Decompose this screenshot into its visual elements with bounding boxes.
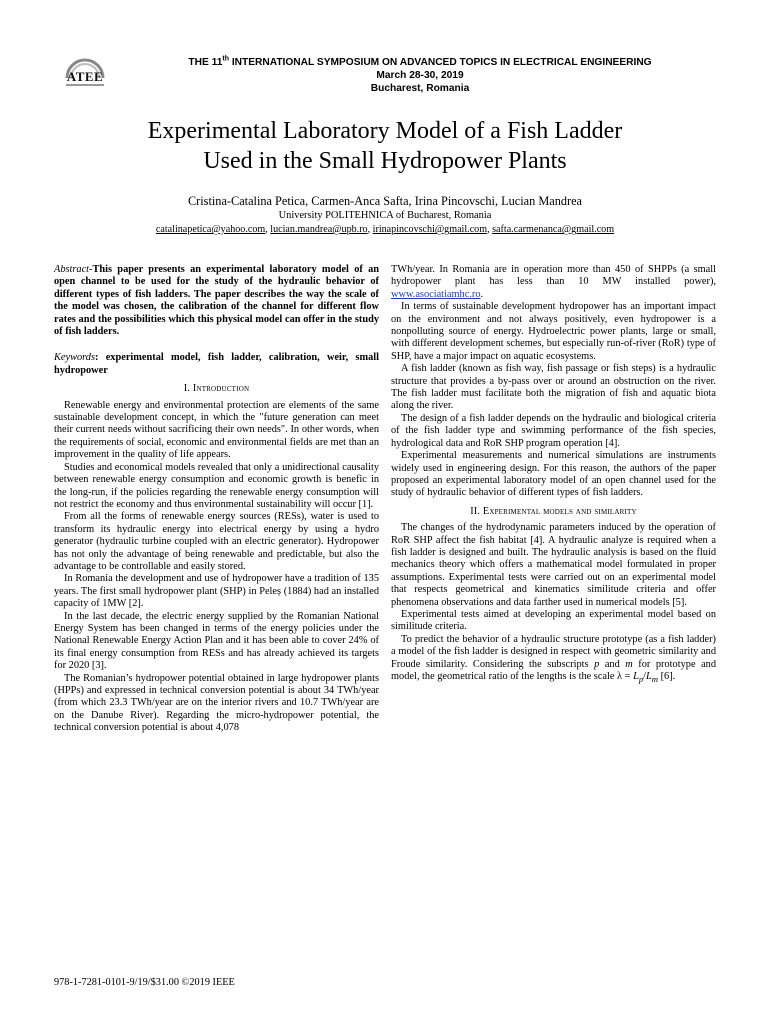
email-link[interactable]: catalinapetica@yahoo.com (155, 224, 266, 235)
email-link[interactable]: irinapincovschi@gmail.com (372, 224, 488, 235)
keywords: Keywords: experimental model, fish ladder, calibration, weir, small hydropower (54, 352, 379, 376)
paragraph: The Romanian’s hydropower potential obtained in large hydropower plants (HPPs) and expressed in technical conversion potential is about 34 TWh/year (from which 23.3 TWh/year are on the interior rivers and 10.7 TWh/year are on the Danube River). Regarding the micro-hydropower potential, the technical conversion potential is about 4,078 (54, 672, 379, 734)
section-heading-introduction: I. Introduction (183, 383, 250, 395)
conference-date: March 28-30, 2019 (376, 70, 464, 81)
paper-title: Experimental Laboratory Model of a Fish Ladder Used in the Small Hydropower Plants (147, 118, 623, 174)
authors: Cristina-Catalina Petica, Carmen-Anca Safta, Irina Pincovschi, Lucian Mandrea (187, 194, 583, 208)
paragraph: Renewable energy and environmental protection are elements of the same sustainable development concept, in which the "future generation can meet their current needs without sacrificing their own needs". In other words, when the requirements of social, economic and environmental fields are met than an improvement in the quality of life appears. (54, 399, 379, 461)
paragraph: Experimental tests aimed at developing an experimental model based on similitude criteria. (391, 608, 716, 633)
section-heading-experimental-models: II. Experimental models and similarity (470, 505, 637, 517)
website-link[interactable]: www.asociatiamhc.ro (391, 288, 481, 300)
paragraph: Studies and economical models revealed that only a unidirectional causality between renewable energy consumption and economic growth is benefic in the long-run, if the policies regarding the renewable energy consumption will not restrict the economy and thus environmental sustainability will occur [1]. (54, 461, 379, 510)
conference-header (130, 56, 710, 95)
conference-name: THE 11th INTERNATIONAL SYMPOSIUM ON ADVANCED TOPICS IN ELECTRICAL ENGINEERING (188, 55, 652, 68)
paragraph: TWh/year. In Romania are in operation more than 450 of SHPPs (a small hydropower plant has less than 10 MW installed power), www.asociatiamhc.ro. (391, 264, 716, 300)
emails: catalinapetica@yahoo.com, lucian.mandrea@upb.ro, irinapincovschi@gmail.com, safta.carmenanca@gmail.com (155, 224, 615, 235)
paragraph: In Romania the development and use of hydropower have a tradition of 135 years. The first small hydropower plant (SHP) in Peleș (1884) had an installed capacity of 1MW [2]. (54, 573, 379, 610)
paragraph: From all the forms of renewable energy sources (RESs), water is used to transform its hydraulic energy into electrical energy by using a hydro generator (hydraulic turbine coupled with an electric generator). Hydropower has not only the advantage of being renewable and predictable, but also the advantage to be controllable and easily stored. (54, 511, 379, 572)
paragraph: In terms of sustainable development hydropower has an important impact on the environment and not always positively, even hydropower is a nonpolluting source of energy. Hydroelectric power plants, large or small, with different development schemes, but especially run-of-river (RoR) type of SHP, have a major impact on aquatic ecosystems. (391, 301, 716, 362)
email-link[interactable]: safta.carmenanca@gmail.com (492, 224, 615, 235)
affiliation: University POLITEHNICA of Bucharest, Romania (278, 210, 492, 221)
paragraph: In the last decade, the electric energy supplied by the Romanian National Energy System has been changed in terms of the energy policies under the National Renewable Energy Action Plan and it has been able to cover 24% of its final energy consumption from RESs and has already achieved its targets for 2020 [3]. (54, 610, 379, 672)
right-column (391, 264, 716, 685)
paragraph: The changes of the hydrodynamic parameters induced by the operation of RoR SHP affect the fish habitat [4]. A hydraulic analyze is required when a fish ladder is designed and built. The hydraulic analysis is based on the fluid mechanics theory which offers a mathematical model formulated in proper assumptions. Experimental tests were carried out on an experimental model that respects geometrical and kinematics similitude criteria and offer phenomena observations and data farther used in numerical models [5]. (391, 522, 716, 608)
atee-logo (62, 56, 108, 96)
paragraph: To predict the behavior of a hydraulic structure prototype (as a fish ladder) a model of the fish ladder is designed in respect with geometric similarity and Froude similarity. Considering the subscripts p and m for prototype and model, the geometrical ratio of the lengths is the scale $\lambda = L_p/L_m$ [6]. (391, 633, 716, 685)
paragraph: A fish ladder (known as fish way, fish passage or fish steps) is a hydraulic structure that provides a by-pass over or around an obstruction on the river. The fish ladder must facilitate both the migration of fish and aquatic biota along the river. (391, 363, 716, 412)
logo-text: ATEE (66, 69, 104, 84)
paragraph: The design of a fish ladder depends on the hydraulic and biological criteria of the fish ladder type and swimming performance of the fish species, hydrological data and RoR SHP program operation [4]. (391, 412, 716, 449)
left-column (54, 264, 379, 735)
conference-location: Bucharest, Romania (370, 83, 470, 94)
email-link[interactable]: lucian.mandrea@upb.ro (270, 224, 368, 235)
copyright-footer: 978-1-7281-0101-9/19/$31.00 ©2019 IEEE (54, 977, 235, 988)
abstract: Abstract-This paper presents an experimental laboratory model of an open channel to be used for the study of the hydraulic behavior of different types of fish ladders. The paper describes the way the scale of the model was chosen, the calibration of the channel for different flow rates and the possibilities which this physical model can offer in the study of fish ladders. (54, 264, 379, 338)
paragraph: Experimental measurements and numerical simulations are instruments widely used in engineering design. For this reason, the authors of the paper proposed an experimental laboratory model of an open channel used for the study of hydraulic behavior of different types of fish ladders. (391, 450, 716, 499)
